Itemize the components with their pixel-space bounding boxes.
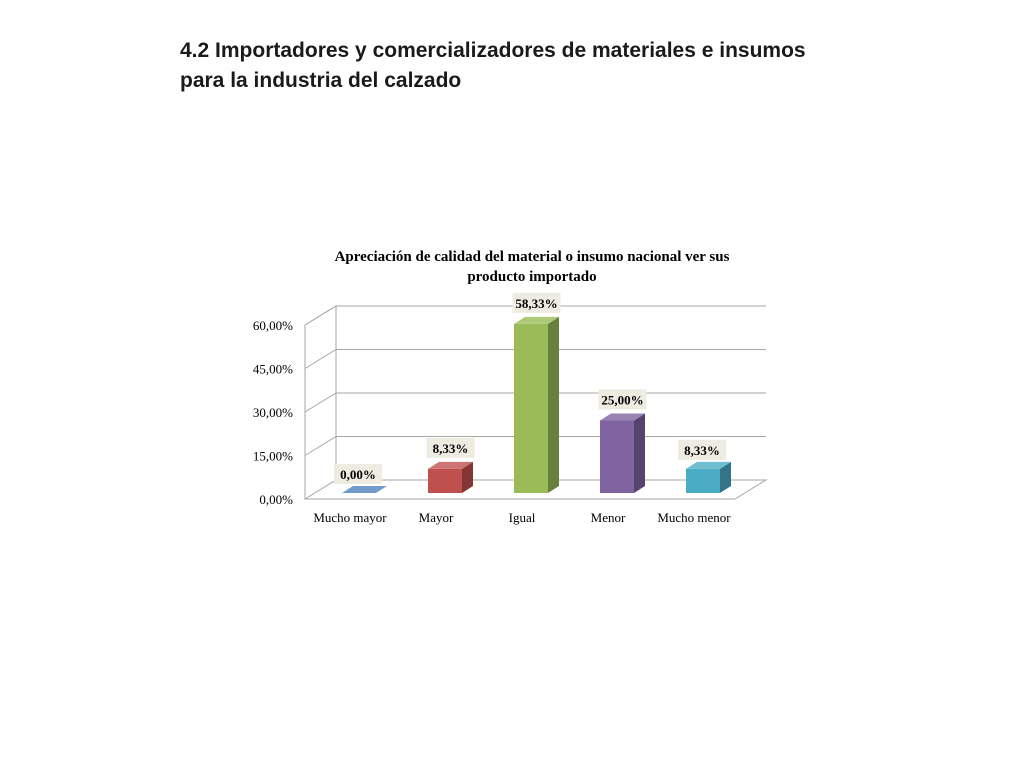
slide-title-line-1: 4.2 Importadores y comercializadores de materiales e insumos: [180, 39, 806, 62]
y-axis-ticks: [253, 318, 293, 507]
x-category-label: Mayor: [418, 510, 454, 525]
svg-text:58,33%: 58,33%: [515, 295, 558, 311]
data-label: [678, 440, 726, 460]
y-tick-label: 15,00%: [252, 448, 293, 464]
y-tick-label: 30,00%: [252, 405, 293, 420]
x-axis-categories: [313, 510, 731, 525]
x-category-label: Mucho mayor: [313, 510, 387, 525]
svg-text:8,33%: 8,33%: [684, 442, 720, 458]
data-label: [334, 464, 382, 484]
chart-title-line-1: Apreciación de calidad del material o insumo nacional ver sus: [334, 249, 730, 265]
y-tick-label: 0,00%: [259, 492, 293, 507]
bar-igual: [514, 317, 559, 493]
svg-text:8,33%: 8,33%: [432, 440, 469, 456]
x-category-label: Igual: [508, 510, 536, 525]
chart-title-line-2: producto importado: [467, 269, 597, 285]
y-tick-label: 60,00%: [252, 318, 293, 333]
bar-mucho-menor: [686, 462, 731, 493]
bar-mayor: [428, 462, 473, 493]
svg-text:25,00%: 25,00%: [601, 392, 644, 408]
bar-menor: [600, 414, 645, 494]
svg-text:0,00%: 0,00%: [340, 467, 376, 482]
data-label: [513, 293, 561, 313]
slide-title-line-2: para la industria del calzado: [180, 69, 462, 92]
bar-series: [342, 317, 731, 493]
x-category-label: Menor: [590, 510, 626, 525]
data-label: [599, 390, 647, 410]
y-tick-label: 45,00%: [252, 361, 293, 377]
x-category-label: Mucho menor: [657, 510, 731, 525]
data-label: [427, 438, 475, 458]
